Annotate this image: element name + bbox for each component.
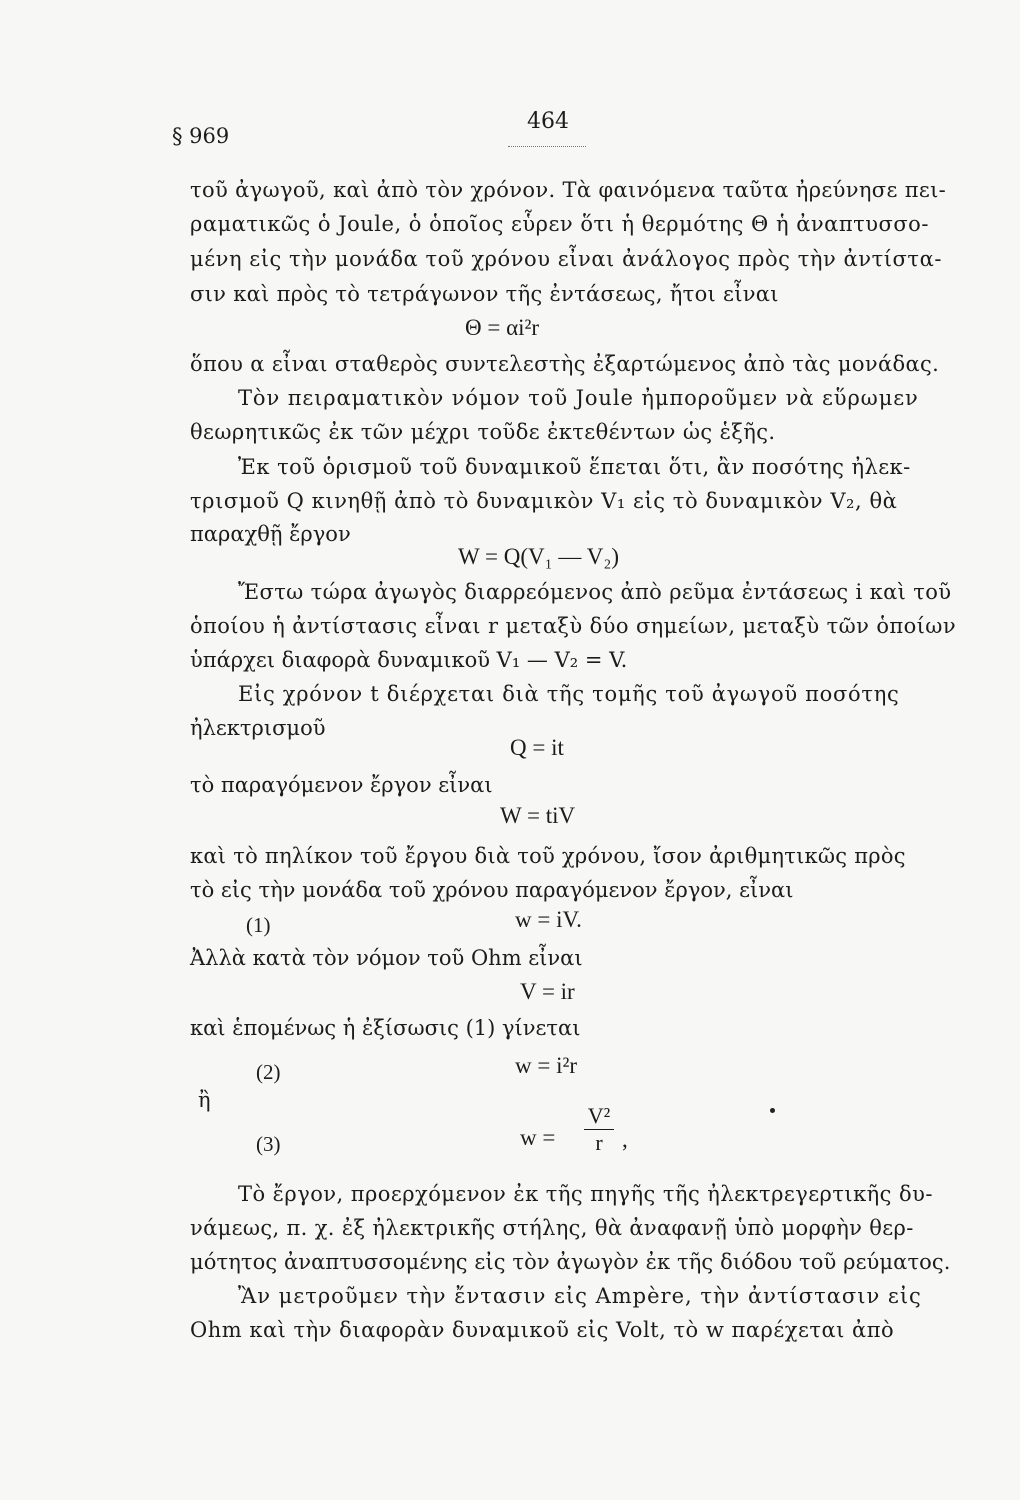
- text-line: καὶ τὸ πηλίκον τοῦ ἔργου διὰ τοῦ χρόνου, ἴσον ἀριθμητικῶς πρὸς: [190, 844, 906, 868]
- formula-power-i2r: w = i²r: [515, 1053, 578, 1078]
- formula-work-potential: W = Q(V₁ — V₂): [458, 544, 620, 569]
- text-line: ὅπου α εἶναι σταθερὸς συντελεστὴς ἐξαρτώμενος ἀπὸ τὰς μονάδας.: [190, 352, 940, 376]
- text-line: Ἐκ τοῦ ὁρισμοῦ τοῦ δυναμικοῦ ἕπεται ὅτι, ἂν ποσότης ἠλεκ-: [238, 455, 911, 479]
- ink-dot: [770, 1108, 775, 1113]
- text-line: ὁποίου ἡ ἀντίστασις εἶναι r μεταξὺ δύο σημείων, μεταξὺ τῶν ὁποίων: [190, 614, 956, 638]
- text-line: τὸ παραγόμενον ἔργον εἶναι: [190, 773, 493, 797]
- text-line: Εἰς χρόνον t διέρχεται διὰ τῆς τομῆς τοῦ ἀγωγοῦ ποσότης: [238, 682, 900, 706]
- text-line: καὶ ἑπομένως ἡ ἐξίσωσις (1) γίνεται: [190, 1016, 581, 1040]
- page-number-rule: [508, 146, 586, 147]
- text-line: Ἀλλὰ κατὰ τὸν νόμον τοῦ Ohm εἶναι: [190, 946, 583, 970]
- text-line: θεωρητικῶς ἐκ τῶν μέχρι τοῦδε ἐκτεθέντων ὡς ἑξῆς.: [190, 420, 776, 444]
- fraction-v2-over-r: [584, 1104, 614, 1155]
- text-line: ἢ: [198, 1088, 211, 1112]
- fraction-denominator: r: [595, 1130, 603, 1155]
- section-number: § 969: [172, 124, 230, 148]
- text-line: σιν καὶ πρὸς τὸ τετράγωνον τῆς ἐντάσεως, ἤτοι εἶναι: [190, 282, 779, 306]
- equation-number-2: (2): [256, 1060, 281, 1084]
- text-line: τὸ εἰς τὴν μονάδα τοῦ χρόνου παραγόμενον ἔργον, εἶναι: [190, 878, 794, 902]
- text-line: μένη εἰς τὴν μονάδα τοῦ χρόνου εἶναι ἀνάλογος πρὸς τὴν ἀντίστα-: [190, 247, 942, 271]
- formula-power-iv: w = iV.: [515, 907, 582, 932]
- text-line: τρισμοῦ Q κινηθῇ ἀπὸ τὸ δυναμικὸν V₁ εἰς τὸ δυναμικὸν V₂, θὰ: [190, 489, 898, 513]
- equation-number-3: (3): [256, 1132, 281, 1156]
- text-line: τοῦ ἀγωγοῦ, καὶ ἀπὸ τὸν χρόνον. Τὰ φαινόμενα ταῦτα ἠρεύνησε πει-: [190, 178, 947, 202]
- text-line: νάμεως, π. χ. ἐξ ἠλεκτρικῆς στήλης, θὰ ἀναφανῇ ὑπὸ μορφὴν θερ-: [190, 1216, 914, 1240]
- formula-charge: Q = it: [510, 735, 564, 760]
- formula-work-time: W = tiV: [500, 803, 576, 828]
- formula-ohm: V = ir: [520, 979, 575, 1004]
- text-line: Τὸ ἔργον, προερχόμενον ἐκ τῆς πηγῆς τῆς ἠλεκτρεγερτικῆς δυ-: [238, 1182, 933, 1206]
- text-line: Ἔστω τώρα ἀγωγὸς διαρρεόμενος ἀπὸ ρεῦμα ἐντάσεως i καὶ τοῦ: [238, 580, 952, 604]
- formula-power-lhs: w =: [520, 1125, 556, 1150]
- text-line: παραχθῇ ἔργον: [190, 522, 351, 546]
- formula-comma: ,: [622, 1127, 628, 1152]
- fraction-numerator: V²: [587, 1103, 611, 1128]
- page-number: 464: [527, 109, 569, 134]
- text-line: ὑπάρχει διαφορὰ δυναμικοῦ V₁ — V₂ = V.: [190, 648, 628, 672]
- text-line: Ohm καὶ τὴν διαφορὰν δυναμικοῦ εἰς Volt, τὸ w παρέχεται ἀπὸ: [190, 1318, 895, 1342]
- equation-number-1: (1): [246, 913, 271, 937]
- formula-joule: Θ = αi²r: [465, 315, 540, 340]
- text-line: Τὸν πειραματικὸν νόμον τοῦ Joule ἠμποροῦμεν νὰ εὕρωμεν: [238, 386, 919, 410]
- text-line: ἠλεκτρισμοῦ: [190, 716, 326, 740]
- text-line: μότητος ἀναπτυσσομένης εἰς τὸν ἀγωγὸν ἐκ τῆς διόδου τοῦ ρεύματος.: [190, 1250, 951, 1274]
- text-line: Ἂν μετροῦμεν τὴν ἔντασιν εἰς Ampère, τὴν ἀντίστασιν εἰς: [238, 1284, 922, 1308]
- text-line: ραματικῶς ὁ Joule, ὁ ὁποῖος εὗρεν ὅτι ἡ θερμότης Θ ἡ ἀναπτυσσο-: [190, 212, 929, 236]
